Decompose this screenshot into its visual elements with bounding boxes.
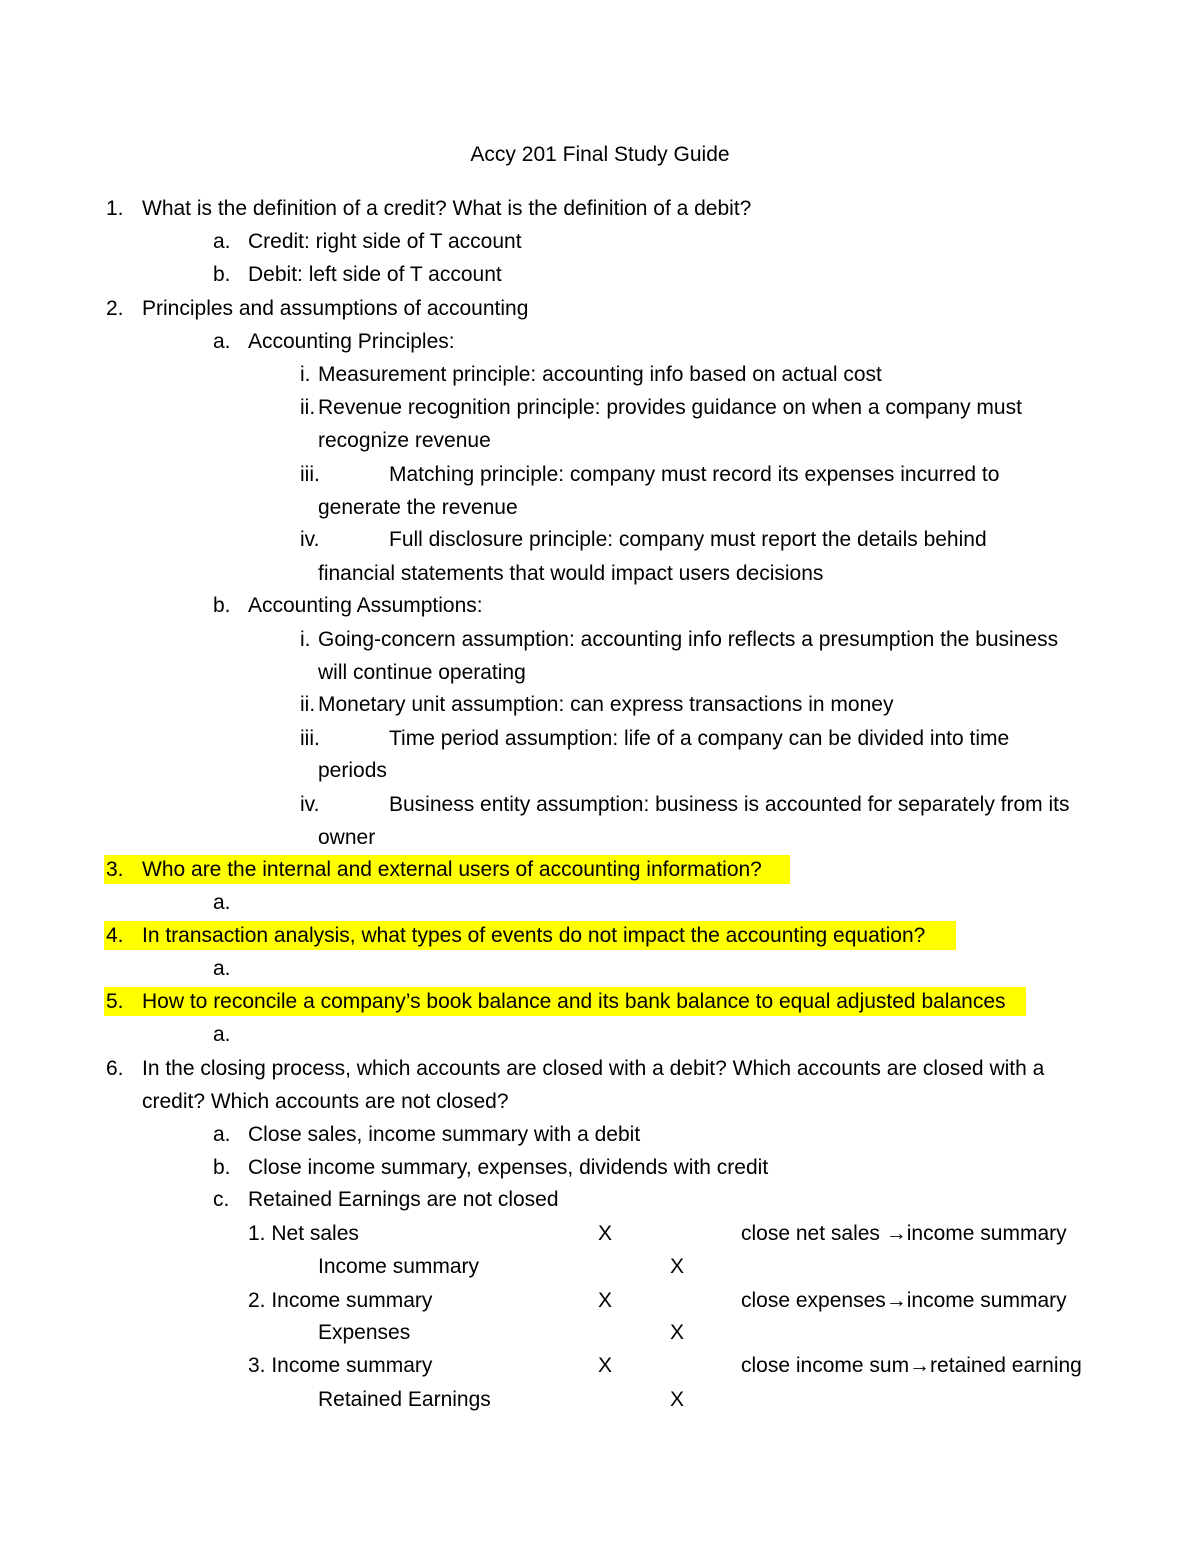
- q3-text: Who are the internal and external users of accounting information?: [142, 858, 762, 881]
- q6-c-text: Retained Earnings are not closed: [248, 1188, 559, 1211]
- q2-b-ii-text: Monetary unit assumption: can express transactions in money: [318, 693, 894, 716]
- q2-a-marker: a.: [213, 330, 231, 353]
- q3-a-marker: a.: [213, 891, 231, 914]
- q2-text: Principles and assumptions of accounting: [142, 297, 529, 320]
- q1-b-text: Debit: left side of T account: [248, 263, 502, 286]
- q2-a-ii-text: Revenue recognition principle: provides guidance on when a company must: [318, 396, 1022, 419]
- entry-3-note: close income sum→retained earning: [741, 1354, 1082, 1377]
- q2-number: 2.: [106, 297, 124, 320]
- q2-b-iii-text: Time period assumption: life of a company can be divided into time: [389, 727, 1010, 750]
- q2-b-i-text: Going-concern assumption: accounting info reflects a presumption the business: [318, 628, 1059, 651]
- entry-2-debit-account: 2. Income summary: [248, 1289, 433, 1312]
- entry-1-debit-mark: X: [598, 1222, 613, 1245]
- q6-number: 6.: [106, 1057, 124, 1080]
- q2-a-iv-continued: financial statements that would impact users decisions: [318, 562, 824, 585]
- entry-1-credit-account: Income summary: [318, 1255, 480, 1278]
- q6-c-marker: c.: [213, 1188, 230, 1211]
- q2-a-iv-text: Full disclosure principle: company must report the details behind: [389, 528, 987, 551]
- q2-a-ii-continued: recognize revenue: [318, 429, 491, 452]
- q2-b-marker: b.: [213, 594, 231, 617]
- q1-number: 1.: [106, 197, 124, 220]
- q2-b-i-continued: will continue operating: [318, 661, 526, 684]
- q5-a-marker: a.: [213, 1023, 231, 1046]
- entry-1-debit-account: 1. Net sales: [248, 1222, 359, 1245]
- q2-a-i-text: Measurement principle: accounting info based on actual cost: [318, 363, 882, 386]
- entry-3-debit-mark: X: [598, 1354, 613, 1377]
- q6-a-text: Close sales, income summary with a debit: [248, 1123, 641, 1146]
- q2-a-iv-marker: iv.: [300, 528, 320, 551]
- q4-text: In transaction analysis, what types of events do not impact the accounting equation?: [142, 924, 926, 947]
- q6-b-text: Close income summary, expenses, dividends with credit: [248, 1156, 769, 1179]
- entry-3-debit-account: 3. Income summary: [248, 1354, 433, 1377]
- q3-number: 3.: [106, 858, 124, 881]
- q5-number: 5.: [106, 990, 124, 1013]
- q2-b-iii-marker: iii.: [300, 727, 320, 750]
- q2-a-iii-marker: iii.: [300, 463, 320, 486]
- q6-continued: credit? Which accounts are not closed?: [142, 1090, 509, 1113]
- q2-a-iii-text: Matching principle: company must record its expenses incurred to: [389, 463, 1000, 486]
- q4-number: 4.: [106, 924, 124, 947]
- entry-1-note: close net sales →income summary: [741, 1222, 1067, 1245]
- q1-text: What is the definition of a credit? What is the definition of a debit?: [142, 197, 752, 220]
- q6-text: In the closing process, which accounts are closed with a debit? Which accounts are closed with a: [142, 1057, 1045, 1080]
- q1-a-marker: a.: [213, 230, 231, 253]
- q2-b-text: Accounting Assumptions:: [248, 594, 483, 617]
- q5-text: How to reconcile a company’s book balance and its bank balance to equal adjusted balances: [142, 990, 1006, 1013]
- q2-b-iii-continued: periods: [318, 759, 387, 782]
- entry-2-note: close expenses→income summary: [741, 1289, 1067, 1312]
- q4-a-marker: a.: [213, 957, 231, 980]
- q2-b-iv-marker: iv.: [300, 793, 320, 816]
- q2-a-iii-continued: generate the revenue: [318, 496, 518, 519]
- q6-a-marker: a.: [213, 1123, 231, 1146]
- entry-3-credit-account: Retained Earnings: [318, 1388, 491, 1411]
- q2-a-i-marker: i.: [300, 363, 311, 386]
- q2-b-iv-text: Business entity assumption: business is accounted for separately from its: [389, 793, 1070, 816]
- q2-a-text: Accounting Principles:: [248, 330, 455, 353]
- entry-2-credit-account: Expenses: [318, 1321, 411, 1344]
- q2-b-i-marker: i.: [300, 628, 311, 651]
- q1-b-marker: b.: [213, 263, 231, 286]
- q6-b-marker: b.: [213, 1156, 231, 1179]
- entry-2-credit-mark: X: [670, 1321, 685, 1344]
- q2-b-ii-marker: ii.: [300, 693, 316, 716]
- q2-b-iv-continued: owner: [318, 826, 376, 849]
- q2-a-ii-marker: ii.: [300, 396, 316, 419]
- entry-3-credit-mark: X: [670, 1388, 685, 1411]
- entry-1-credit-mark: X: [670, 1255, 685, 1278]
- q1-a-text: Credit: right side of T account: [248, 230, 522, 253]
- entry-2-debit-mark: X: [598, 1289, 613, 1312]
- document-title: Accy 201 Final Study Guide: [470, 143, 730, 166]
